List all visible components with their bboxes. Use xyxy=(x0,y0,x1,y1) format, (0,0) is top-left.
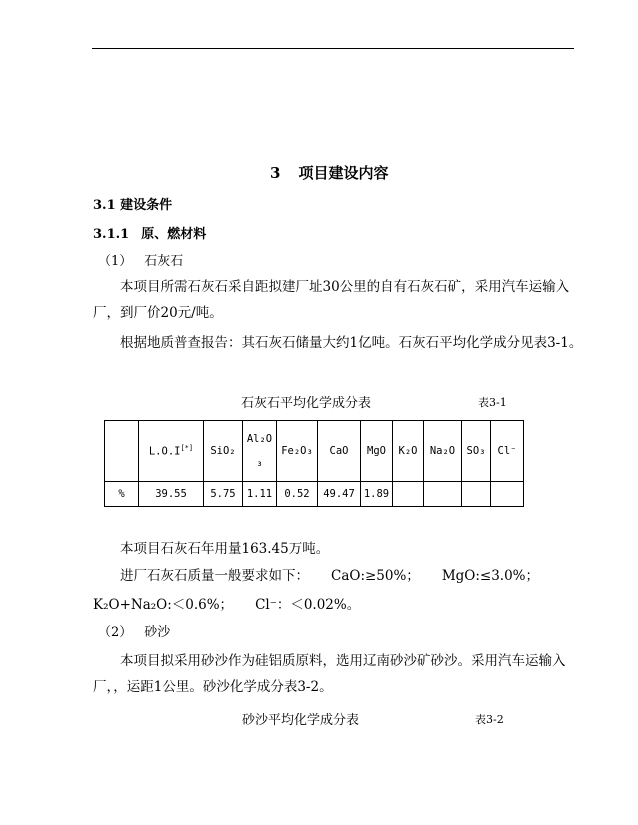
value-cell: 39.55 xyxy=(139,482,204,507)
item-heading-sand xyxy=(98,621,170,640)
table-number: 表3-2 xyxy=(475,713,504,726)
header-cell: Na₂O xyxy=(424,421,462,482)
value-cell xyxy=(424,482,462,507)
table-caption: 石灰石平均化学成分表 xyxy=(241,396,372,411)
loi-footnote: [*] xyxy=(180,444,194,453)
paragraph-annual-usage: 本项目石灰石年用量163.45万吨。 xyxy=(120,541,330,557)
requirement-lead: 进厂石灰石质量一般要求如下： xyxy=(120,568,309,584)
table-row xyxy=(105,482,524,507)
header-cell xyxy=(105,421,139,482)
section-heading: 3.1 建设条件 xyxy=(93,198,173,213)
table-caption: 砂沙平均化学成分表 xyxy=(242,713,360,728)
paragraph-quality-requirements-cont xyxy=(93,593,360,613)
requirement-mgo: MgO:≤3.0%； xyxy=(441,568,540,584)
paragraph-sand-source: 本项目拟采用砂沙作为硅铝质原料，选用辽南砂沙矿砂沙。采用汽车运输入厂，，运距1公里。砂沙化学成分表3-2。 xyxy=(93,653,566,695)
value-cell: 1.11 xyxy=(243,482,277,507)
value-cell: 0.52 xyxy=(277,482,318,507)
paragraph-quality-requirements xyxy=(120,564,539,584)
value-cell: 1.89 xyxy=(361,482,393,507)
requirement-cao: CaO:≥50%； xyxy=(331,568,420,584)
header-cell-loi: L.O.I[*] xyxy=(139,421,204,482)
header-cell: MgO xyxy=(361,421,393,482)
limestone-composition-table xyxy=(104,420,524,507)
table-number: 表3-1 xyxy=(478,396,507,409)
value-cell: % xyxy=(105,482,139,507)
header-cell-al2o3: Al₂O ₃ xyxy=(243,421,277,482)
header-cell: Cl⁻ xyxy=(491,421,524,482)
subsection-heading xyxy=(93,223,206,242)
value-cell xyxy=(491,482,524,507)
header-cell: CaO xyxy=(318,421,361,482)
item-title: 石灰石 xyxy=(144,254,184,269)
value-cell xyxy=(462,482,491,507)
header-cell: SiO₂ xyxy=(204,421,243,482)
item-title: 砂沙 xyxy=(144,625,171,640)
item-heading-limestone xyxy=(98,250,183,269)
header-cell: SO₃ xyxy=(462,421,491,482)
value-cell: 49.47 xyxy=(318,482,361,507)
header-cell: Fe₂O₃ xyxy=(277,421,318,482)
chapter-heading xyxy=(270,162,388,183)
subsection-number: 3.1.1 xyxy=(93,227,130,242)
header-rule xyxy=(92,48,574,49)
requirement-alkali: K₂O+Na₂O:＜0.6%； xyxy=(93,597,234,613)
header-cell: K₂O xyxy=(393,421,424,482)
subsection-title: 原、燃材料 xyxy=(141,227,207,242)
requirement-chloride: Cl⁻：＜0.02%。 xyxy=(255,597,361,613)
value-cell xyxy=(393,482,424,507)
item-number: （1） xyxy=(98,254,133,269)
chapter-number: 3 xyxy=(270,164,281,182)
item-number: （2） xyxy=(98,625,133,640)
paragraph-limestone-reserve: 根据地质普查报告：其石灰石储量大约1亿吨。石灰石平均化学成分见表3-1。 xyxy=(120,335,583,351)
value-cell: 5.75 xyxy=(204,482,243,507)
chapter-title: 项目建设内容 xyxy=(298,164,389,182)
paragraph-limestone-source: 本项目所需石灰石采自距拟建厂址30公里的自有石灰石矿，采用汽车运输入厂，到厂价20元/吨。 xyxy=(93,279,570,321)
table-header-row xyxy=(105,421,524,482)
